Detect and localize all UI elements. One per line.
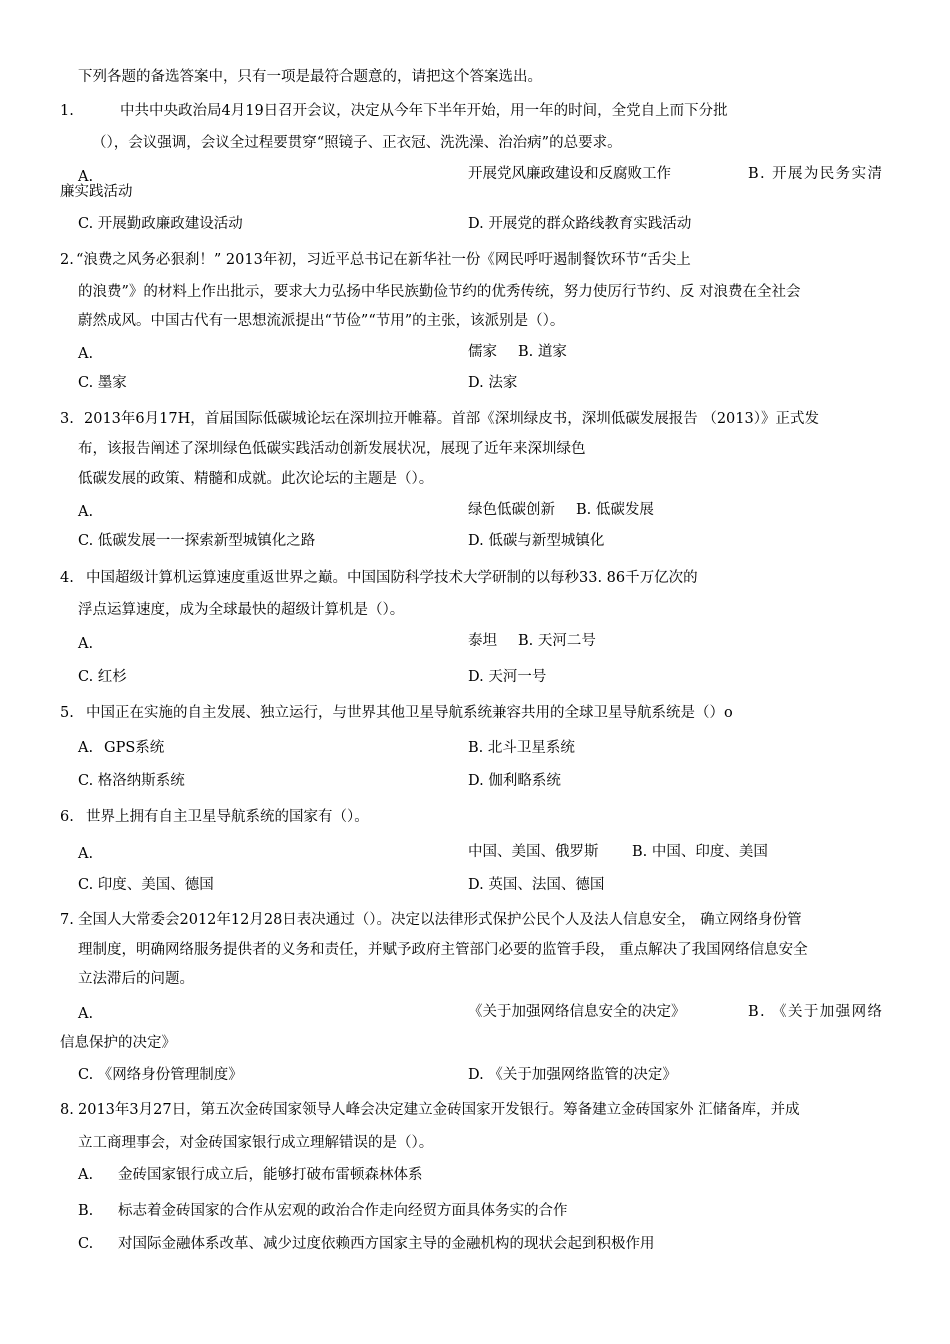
question-stem: 立法滞后的问题。 — [78, 971, 194, 987]
option-a[interactable]: 《关于加强网络信息安全的决定》 — [468, 1004, 686, 1020]
question-stem: 低碳发展的政策、精髓和成就。此次论坛的主题是（）。 — [78, 471, 434, 487]
option-b-continued: 廉实践活动 — [60, 184, 133, 200]
question-stem: 中国超级计算机运算速度重返世界之巅。中国国防科学技术大学研制的以每秒33. 86千万亿次的 — [86, 570, 698, 586]
option-a[interactable]: 金砖国家银行成立后，能够打破布雷顿森林体系 — [118, 1167, 423, 1183]
instruction: 下列各题的备选答案中，只有一项是最符合题意的，请把这个答案选出。 — [78, 69, 542, 85]
option-a[interactable]: 开展党风廉政建设和反腐败工作 — [468, 166, 671, 182]
option-a-label[interactable]: A. — [78, 1006, 94, 1022]
option-c[interactable]: C. 印度、美国、德国 — [78, 877, 214, 893]
option-a-label[interactable]: A. — [78, 1167, 94, 1183]
option-b[interactable]: B. 道家 — [518, 344, 567, 360]
question-stem: 立工商理事会，对金砖国家银行成立理解错误的是（）。 — [78, 1135, 434, 1151]
question-stem: 2013年6月17H，首届国际低碳城论坛在深圳拉开帷幕。首部《深圳绿皮书，深圳低碳发展报告 （2013）》正式发 — [84, 411, 819, 427]
question-stem: 中国正在实施的自主发展、独立运行，与世界其他卫星导航系统兼容共用的全球卫星导航系统是（）o — [86, 705, 733, 721]
option-a[interactable]: 绿色低碳创新 — [468, 502, 555, 518]
option-a-label[interactable]: A. — [78, 504, 94, 520]
option-a-label[interactable]: A. — [78, 169, 94, 185]
option-c[interactable]: C. 低碳发展一一探索新型城镇化之路 — [78, 533, 316, 549]
option-c[interactable]: C. 墨家 — [78, 375, 127, 391]
option-b-continued: 信息保护的决定》 — [60, 1035, 176, 1051]
option-c[interactable]: C. 红杉 — [78, 669, 127, 685]
option-a-label[interactable]: A. — [78, 846, 94, 862]
option-c[interactable]: C. 格洛纳斯系统 — [78, 773, 185, 789]
question-number: 4. — [60, 570, 74, 586]
option-c-label[interactable]: C. — [78, 1236, 94, 1252]
question-stem: “浪费之风务必狠刹！” 2013年初，习近平总书记在新华社一份《网民呼吁遏制餐饮环节“舌尖上 — [76, 252, 691, 268]
option-d[interactable]: D. 开展党的群众路线教育实践活动 — [468, 216, 692, 232]
option-b[interactable]: B. 中国、印度、美国 — [632, 844, 768, 860]
question-stem: 世界上拥有自主卫星导航系统的国家有（）。 — [86, 809, 369, 825]
option-d[interactable]: D. 《关于加强网络监管的决定》 — [468, 1067, 677, 1083]
option-d[interactable]: D. 英国、法国、德国 — [468, 877, 605, 893]
option-a[interactable]: 中国、美国、俄罗斯 — [468, 844, 599, 860]
question-number: 5. — [60, 705, 74, 721]
question-stem: 蔚然成风。中国古代有一思想流派提出“节俭”“节用”的主张，该派别是（）。 — [78, 313, 565, 329]
question-stem: 的浪费”》的材料上作出批示，要求大力弘扬中华民族勤俭节约的优秀传统，努力使厉行节约、反 对浪费在全社会 — [78, 284, 801, 300]
option-d[interactable]: D. 天河一号 — [468, 669, 547, 685]
question-stem: 全国人大常委会2012年12月28日表决通过（）。决定以法律形式保护公民个人及法人信息安全， 确立网络身份管 — [78, 912, 802, 928]
option-d[interactable]: D. 低碳与新型城镇化 — [468, 533, 605, 549]
option-b[interactable]: B. 天河二号 — [518, 633, 596, 649]
question-number: 3. — [60, 411, 74, 427]
option-a[interactable]: 泰坦 — [468, 633, 497, 649]
question-stem: 2013年3月27日，第五次金砖国家领导人峰会决定建立金砖国家开发银行。筹备建立金砖国家外 汇储备库，并成 — [78, 1102, 800, 1118]
question-number: 1. — [60, 103, 74, 119]
option-d[interactable]: D. 法家 — [468, 375, 518, 391]
option-a-label[interactable]: A. — [78, 346, 94, 362]
question-stem: 中共中央政治局4月19日召开会议，决定从今年下半年开始，用一年的时间，全党自上而下分批 — [120, 103, 728, 119]
option-b[interactable]: B. 北斗卫星系统 — [468, 740, 575, 756]
option-a[interactable]: 儒家 — [468, 344, 497, 360]
option-d[interactable]: D. 伽利略系统 — [468, 773, 561, 789]
question-number: 7. — [60, 912, 74, 928]
option-b[interactable]: 标志着金砖国家的合作从宏观的政治合作走向经贸方面具体务实的合作 — [118, 1203, 568, 1219]
question-stem: 浮点运算速度，成为全球最快的超级计算机是（）。 — [78, 602, 405, 618]
question-stem: 布，该报告阐述了深圳绿色低碳实践活动创新发展状况，展现了近年来深圳绿色 — [78, 441, 586, 457]
option-a-label[interactable]: A. — [78, 636, 94, 652]
option-c[interactable]: C. 开展勤政廉政建设活动 — [78, 216, 243, 232]
question-stem: （），会议强调，会议全过程要贯穿“照镜子、正衣冠、洗洗澡、治治病”的总要求。 — [92, 135, 622, 151]
option-b[interactable]: B. 开展为民务实清 — [748, 166, 884, 182]
question-number: 8. — [60, 1102, 74, 1118]
option-c[interactable]: C. 《网络身份管理制度》 — [78, 1067, 243, 1083]
option-b-label[interactable]: B. — [78, 1203, 94, 1219]
question-number: 6. — [60, 809, 74, 825]
question-number: 2. — [60, 252, 74, 268]
option-b[interactable]: B. 《关于加强网络 — [748, 1004, 884, 1020]
question-stem: 理制度，明确网络服务提供者的义务和责任，并赋予政府主管部门必要的监管手段， 重点解决了我国网络信息安全 — [78, 942, 808, 958]
option-b[interactable]: B. 低碳发展 — [576, 502, 654, 518]
option-c[interactable]: 对国际金融体系改革、减少过度依赖西方国家主导的金融机构的现状会起到积极作用 — [118, 1236, 655, 1252]
option-a[interactable]: GPS系统 — [104, 740, 165, 756]
option-a-label[interactable]: A. — [78, 740, 94, 756]
